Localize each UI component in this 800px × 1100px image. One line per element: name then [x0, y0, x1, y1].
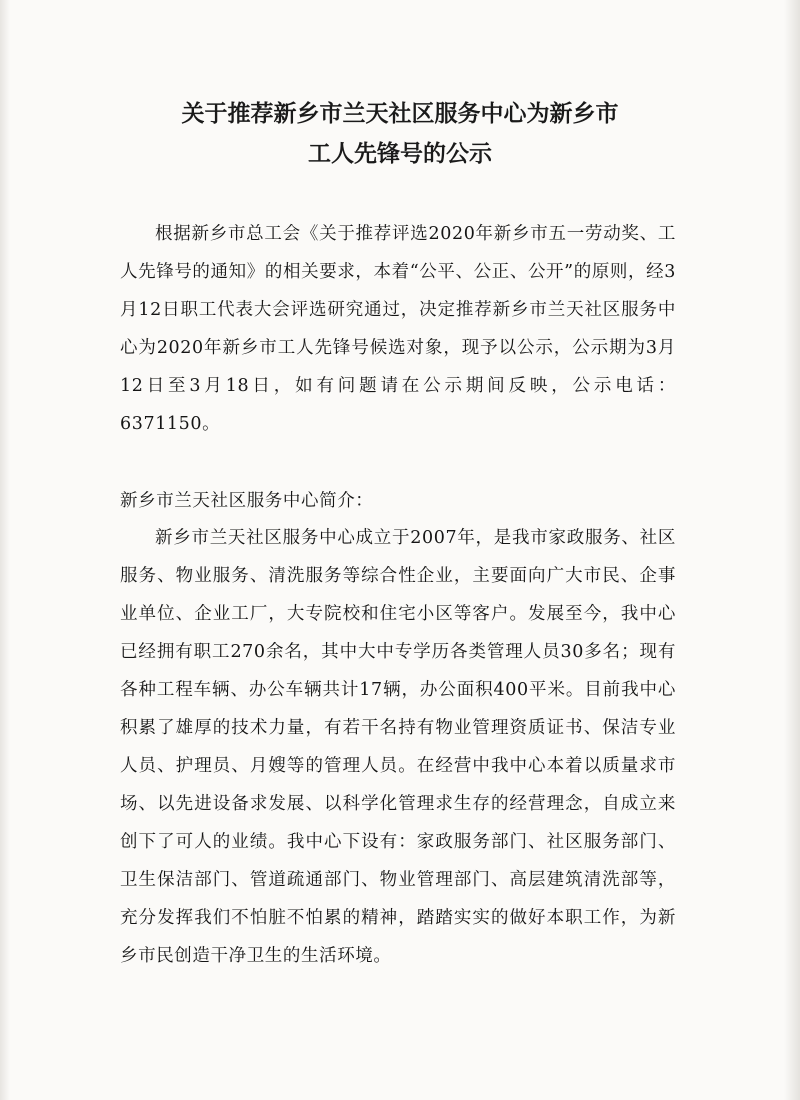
announcement-paragraph: 根据新乡市总工会《关于推荐评选2020年新乡市五一劳动奖、工人先锋号的通知》的相关要求，本着“公平、公正、公开”的原则，经3月12日职工代表大会评选研究通过，决定推荐新乡市兰天社区服务中心为2020年新乡市工人先锋号候选对象，现予以公示，公示期为3月12日至3月18日，如有问题请在公示期间反映，公示电话：6371150。 [120, 224, 676, 434]
title-line-2: 工人先锋号的公示 [308, 141, 492, 167]
introduction-paragraph: 新乡市兰天社区服务中心成立于2007年，是我市家政服务、社区服务、物业服务、清洗服务等综合性企业，主要面向广大市民、企事业单位、企业工厂，大专院校和住宅小区等客户。发展至今，我中心已经拥有职工270余名，其中大中专学历各类管理人员30多名；现有各种工程车辆、办公车辆共计17辆，办公面积400平米。目前我中心积累了雄厚的技术力量，有若干名持有物业管理资质证书、保洁专业人员、护理员、月嫂等的管理人员。在经营中我中心本着以质量求市场、以先进设备求发展、以科学化管理求生存的经营理念，自成立来创下了可人的业绩。我中心下设有：家政服务部门、社区服务部门、卫生保洁部门、管道疏通部门、物业管理部门、高层建筑清洗部等，充分发挥我们不怕脏不怕累的精神，踏踏实实的做好本职工作，为新乡市民创造干净卫生的生活环境。 [120, 528, 676, 966]
title-line-1: 关于推荐新乡市兰天社区服务中心为新乡市 [181, 101, 619, 127]
introduction-heading: 新乡市兰天社区服务中心简介： [120, 491, 374, 511]
document-title [0, 94, 800, 174]
